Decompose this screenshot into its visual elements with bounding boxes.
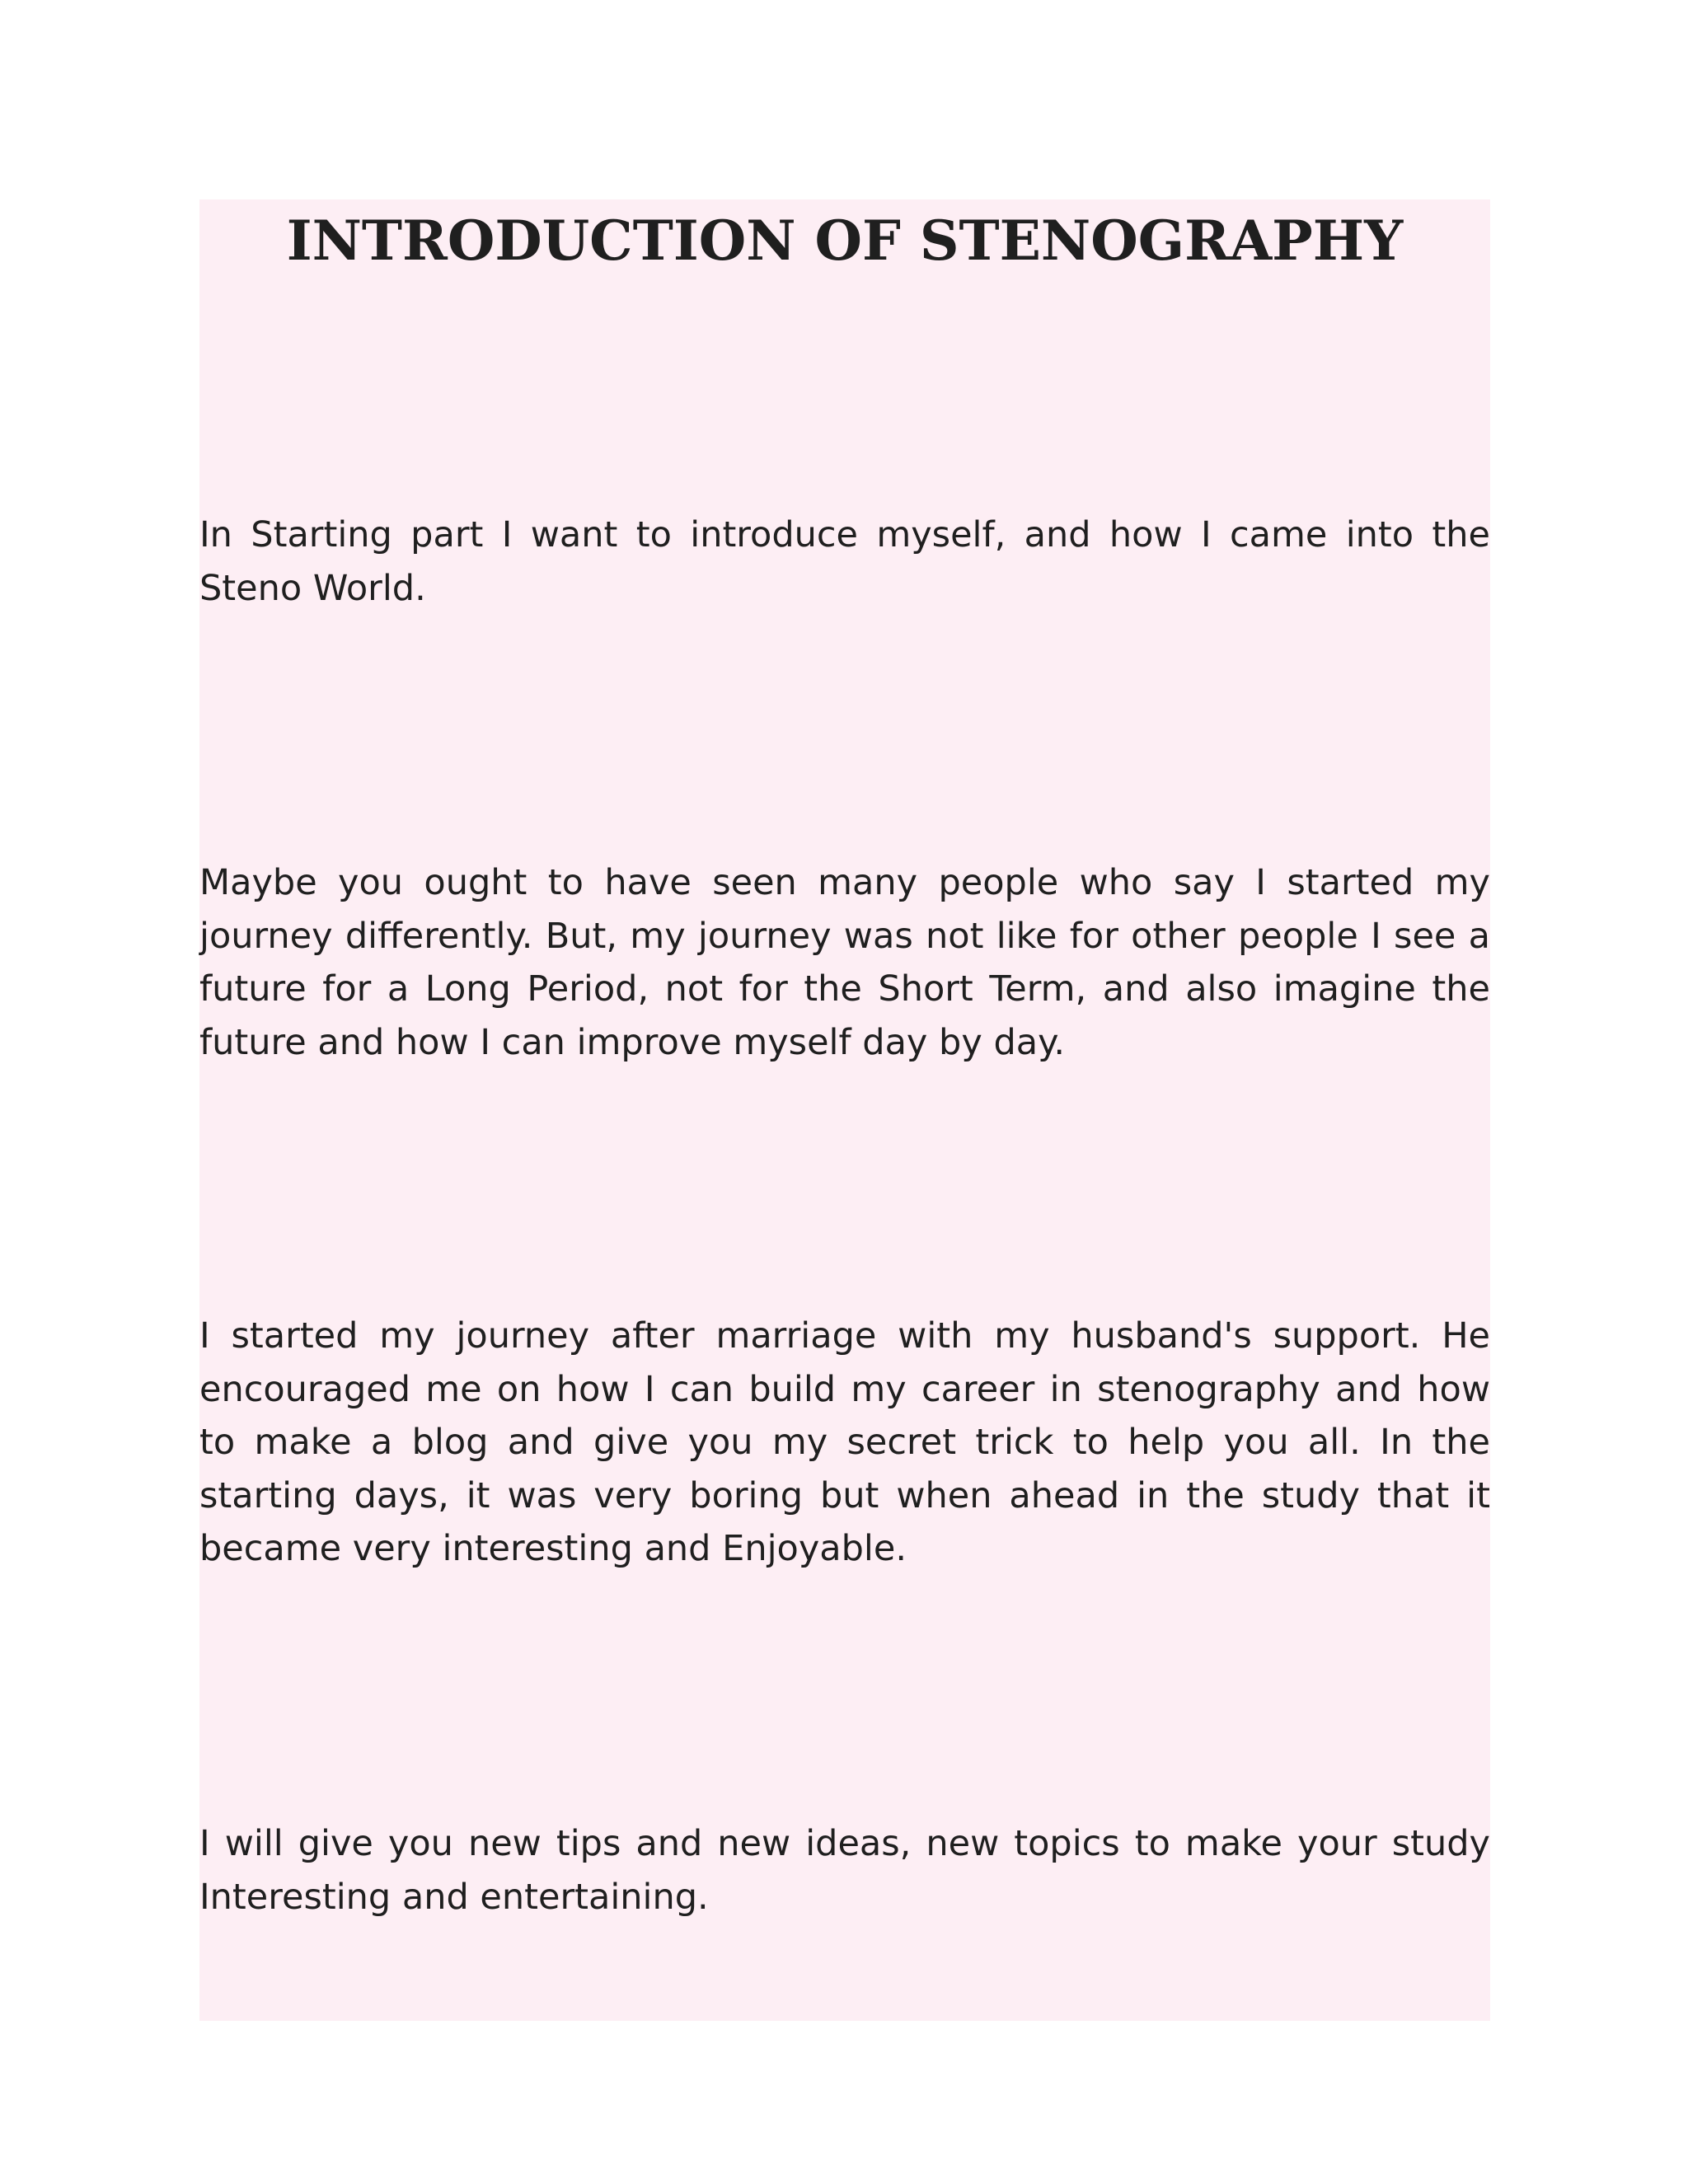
- paragraph-journey: Maybe you ought to have seen many people who say I started my journey differently. But, my journey was not like for other people I see a future for a Long Period, not for the Short Term, and also imagine the future and how I can improve myself day by day.: [199, 862, 1490, 1063]
- paragraph-husband-support: I started my journey after marriage with my husband's support. He encouraged me on how I can build my career in stenography and how to make a blog and give you my secret trick to help you all. In the starting days, it was very boring but when ahead in the study that it became very interesting and Enjoyable.: [199, 1315, 1490, 1569]
- paragraph-tips: I will give you new tips and new ideas, new topics to make your study Interesting and entertaining.: [199, 1823, 1490, 1918]
- paragraph-introduction: In Starting part I want to introduce myself, and how I came into the Steno World.: [199, 514, 1490, 609]
- page-title: INTRODUCTION OF STENOGRAPHY: [286, 209, 1404, 273]
- content-block: [199, 199, 1490, 2021]
